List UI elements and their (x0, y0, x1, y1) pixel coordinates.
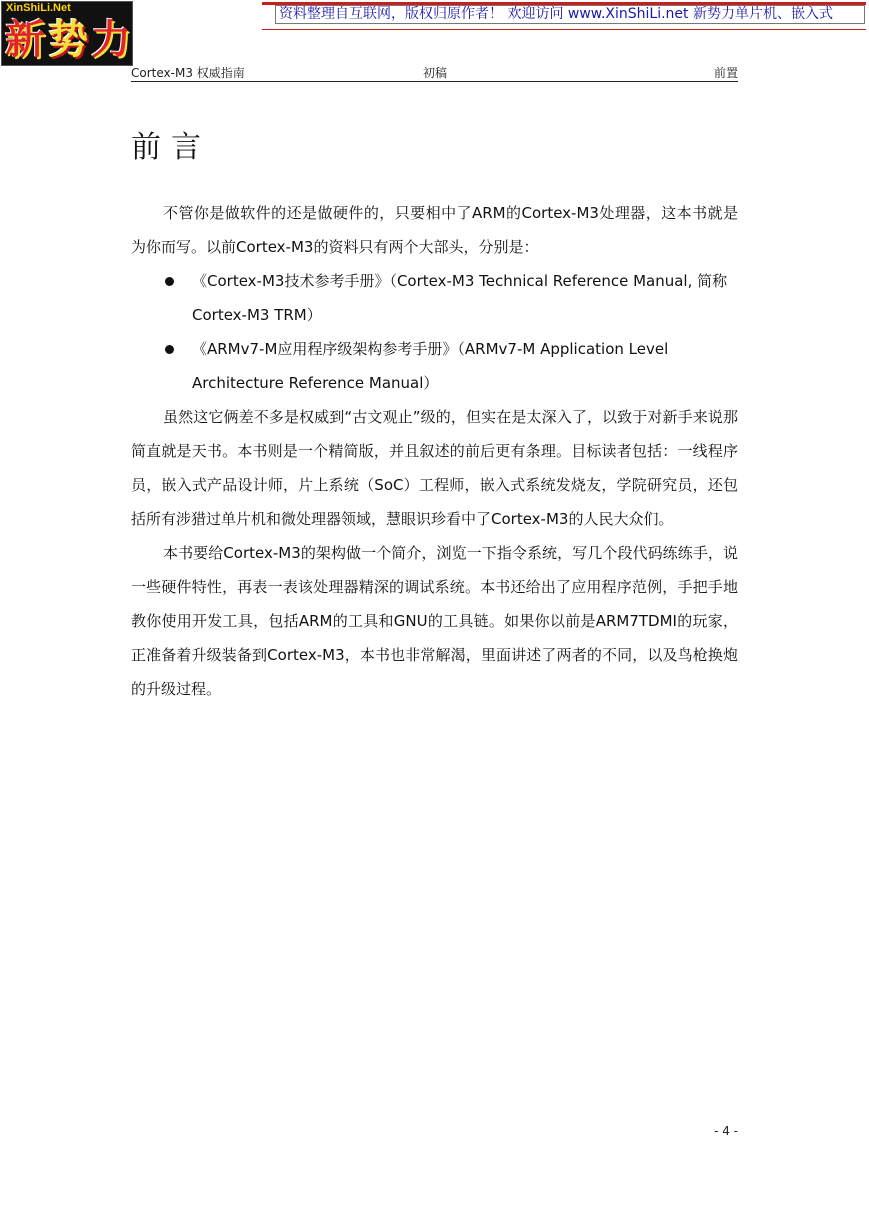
paragraph-intro: 不管你是做软件的还是做硬件的，只要相中了ARM的Cortex-M3处理器，这本书就是为你而写。以前Cortex-M3的资料只有两个大部头，分别是： (131, 204, 738, 256)
logo-char-2: 势 (48, 17, 88, 63)
running-header-draft: 初稿 (423, 66, 448, 80)
site-logo (1, 1, 133, 66)
page-title: 前言 (131, 130, 211, 165)
logo-url-text: XinShiLi.Net (6, 2, 71, 14)
body-content (131, 196, 738, 706)
logo-char-1: 新 (5, 17, 45, 63)
paragraph-audience: 虽然这它俩差不多是权威到“古文观止”级的，但实在是太深入了，以致于对新手来说那简直就是天书。本书则是一个精简版，并且叙述的前后更有条理。目标读者包括：一线程序员，嵌入式产品设计师，片上系统（SoC）工程师，嵌入式系统发烧友，学院研究员，还包括所有涉猎过单片机和微处理器领域，慧眼识珍看中了Cortex-M3的人民大众们。 (131, 408, 738, 528)
bullet-icon (165, 277, 174, 286)
header-rule (131, 81, 738, 82)
banner-bottom-rule (262, 29, 866, 30)
running-header (131, 62, 738, 80)
list-item (131, 264, 738, 332)
page-number: - 4 - (714, 1124, 738, 1138)
list-item-text: 《Cortex-M3技术参考手册》（Cortex-M3 Technical Reference Manual, 简称Cortex-M3 TRM） (192, 272, 728, 324)
paragraph-scope: 本书要给Cortex-M3的架构做一个简介，浏览一下指令系统，写几个段代码练练手，说一些硬件特性，再表一表该处理器精深的调试系统。本书还给出了应用程序范例，手把手地教你使用开发工具，包括ARM的工具和GNU的工具链。如果你以前是ARM7TDMI的玩家，正准备着升级装备到Cortex-M3，本书也非常解渴，里面讲述了两者的不同，以及鸟枪换炮的升级过程。 (131, 544, 738, 698)
running-header-book-title: Cortex-M3 权威指南 (131, 66, 245, 80)
list-item (131, 332, 738, 400)
bullet-icon (165, 345, 174, 354)
site-banner[interactable]: 资料整理自互联网，版权归原作者！ 欢迎访问 www.XinShiLi.net 新势力单片机、嵌入式 (275, 5, 865, 24)
reference-list (131, 264, 738, 400)
logo-char-3: 力 (91, 17, 131, 63)
logo-characters (5, 15, 131, 65)
running-header-section: 前置 (713, 66, 738, 80)
list-item-text: 《ARMv7-M应用程序级架构参考手册》（ARMv7-M Application Level Architecture Reference Manual） (192, 340, 669, 392)
